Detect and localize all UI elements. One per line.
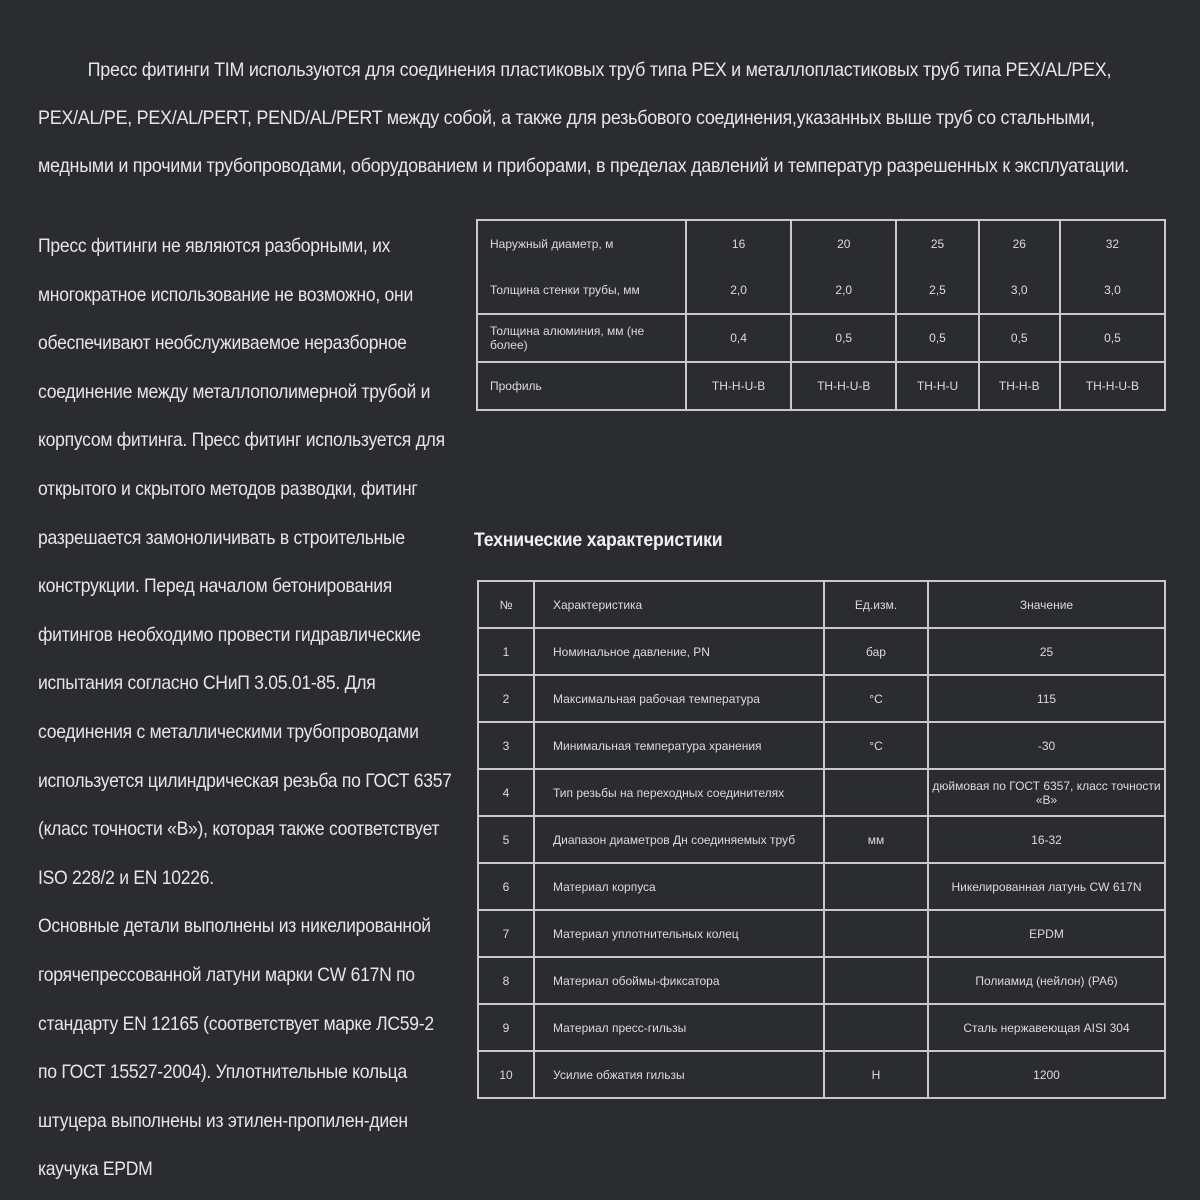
row-unit bbox=[824, 1004, 928, 1051]
cell-value: 0,5 bbox=[979, 314, 1060, 362]
row-value: 16-32 bbox=[928, 816, 1165, 863]
row-num: 1 bbox=[478, 628, 534, 675]
row-name: Тип резьбы на переходных соединителях bbox=[534, 769, 824, 816]
row-unit: °C bbox=[824, 722, 928, 769]
row-value: Полиамид (нейлон) (PA6) bbox=[928, 957, 1165, 1004]
row-unit: бар bbox=[824, 628, 928, 675]
row-name: Номинальное давление, PN bbox=[534, 628, 824, 675]
row-num: 2 bbox=[478, 675, 534, 722]
cell-value: 2,0 bbox=[791, 267, 896, 314]
row-value: -30 bbox=[928, 722, 1165, 769]
row-unit: °C bbox=[824, 675, 928, 722]
row-name: Диапазон диаметров Дн соединяемых труб bbox=[534, 816, 824, 863]
table-row bbox=[478, 628, 1165, 675]
row-label: Наружный диаметр, м bbox=[477, 220, 686, 267]
row-num: 8 bbox=[478, 957, 534, 1004]
table-row bbox=[478, 957, 1165, 1004]
cell-value: TH-H-U-B bbox=[791, 362, 896, 410]
row-name: Усилие обжатия гильзы bbox=[534, 1051, 824, 1098]
row-label: Толщина алюминия, мм (не более) bbox=[477, 314, 686, 362]
cell-value: TH-H-B bbox=[979, 362, 1060, 410]
row-num: 10 bbox=[478, 1051, 534, 1098]
table-row bbox=[478, 675, 1165, 722]
table-row bbox=[478, 863, 1165, 910]
row-name: Материал корпуса bbox=[534, 863, 824, 910]
description-paragraph-2: Основные детали выполнены из никелированной горячепрессованной латуни марки CW 617N по стандарту EN 12165 (соответствует марке ЛС59-2 по ГОСТ 15527-2004). Уплотнительные кольца штуцера выполнены из этилен-пропилен-диен каучука EPDM bbox=[38, 915, 434, 1181]
row-num: 7 bbox=[478, 910, 534, 957]
table-row bbox=[477, 220, 1165, 267]
cell-value: 26 bbox=[979, 220, 1060, 267]
cell-value: 0,5 bbox=[791, 314, 896, 362]
row-unit: мм bbox=[824, 816, 928, 863]
row-unit bbox=[824, 769, 928, 816]
table-row bbox=[478, 910, 1165, 957]
row-unit bbox=[824, 863, 928, 910]
row-num: 5 bbox=[478, 816, 534, 863]
table-row bbox=[478, 816, 1165, 863]
description-paragraph-1: Пресс фитинги не являются разборными, их многократное использование не возможно, они обеспечивают необслуживаемое неразборное соединение между металлополимерной трубой и корпусом фитинга. Пресс фитинг используется для открытого и скрытого методов разводки, фитинг разрешается замоноличивать в строительные конструкции. Перед началом бетонирования фитингов необходимо провести гидравлические испытания согласно СНиП 3.05.01-85. Для соединения с металлическими трубопроводами используется цилиндрическая резьба по ГОСТ 6357 (класс точности «В»), которая также соответствует ISO 228/2 и EN 10226. bbox=[38, 235, 452, 889]
row-value: 115 bbox=[928, 675, 1165, 722]
dimensions-table bbox=[476, 219, 1166, 411]
row-num: 9 bbox=[478, 1004, 534, 1051]
row-label: Толщина стенки трубы, мм bbox=[477, 267, 686, 314]
cell-value: 0,5 bbox=[1060, 314, 1165, 362]
table-row bbox=[477, 267, 1165, 314]
row-value: 25 bbox=[928, 628, 1165, 675]
cell-value: 20 bbox=[791, 220, 896, 267]
cell-value: 3,0 bbox=[1060, 267, 1165, 314]
row-value: дюймовая по ГОСТ 6357, класс точности «В» bbox=[928, 769, 1165, 816]
cell-value: 2,5 bbox=[896, 267, 978, 314]
header-unit: Ед.изм. bbox=[824, 581, 928, 628]
table-row bbox=[477, 314, 1165, 362]
row-name: Материал уплотнительных колец bbox=[534, 910, 824, 957]
row-num: 3 bbox=[478, 722, 534, 769]
row-value: Сталь нержавеющая AISI 304 bbox=[928, 1004, 1165, 1051]
cell-value: 0,4 bbox=[686, 314, 791, 362]
table-row bbox=[477, 362, 1165, 410]
cell-value: TH-H-U-B bbox=[686, 362, 791, 410]
table-row bbox=[478, 1051, 1165, 1098]
table-header-row bbox=[478, 581, 1165, 628]
specs-table bbox=[477, 580, 1166, 1099]
row-num: 6 bbox=[478, 863, 534, 910]
cell-value: 32 bbox=[1060, 220, 1165, 267]
header-num: № bbox=[478, 581, 534, 628]
cell-value: 25 bbox=[896, 220, 978, 267]
row-unit bbox=[824, 910, 928, 957]
table-row bbox=[478, 1004, 1165, 1051]
cell-value: 3,0 bbox=[979, 267, 1060, 314]
row-value: 1200 bbox=[928, 1051, 1165, 1098]
left-column-text bbox=[38, 222, 452, 1194]
cell-value: TH-H-U bbox=[896, 362, 978, 410]
row-name: Минимальная температура хранения bbox=[534, 722, 824, 769]
row-name: Материал пресс-гильзы bbox=[534, 1004, 824, 1051]
row-label: Профиль bbox=[477, 362, 686, 410]
cell-value: 2,0 bbox=[686, 267, 791, 314]
header-name: Характеристика bbox=[534, 581, 824, 628]
row-name: Максимальная рабочая температура bbox=[534, 675, 824, 722]
cell-value: 16 bbox=[686, 220, 791, 267]
table-row bbox=[478, 722, 1165, 769]
row-name: Материал обоймы-фиксатора bbox=[534, 957, 824, 1004]
cell-value: 0,5 bbox=[896, 314, 978, 362]
section-title: Технические характеристики bbox=[474, 530, 723, 551]
cell-value: TH-H-U-B bbox=[1060, 362, 1165, 410]
row-unit bbox=[824, 957, 928, 1004]
row-value: EPDM bbox=[928, 910, 1165, 957]
row-value: Никелированная латунь CW 617N bbox=[928, 863, 1165, 910]
row-unit: Н bbox=[824, 1051, 928, 1098]
table-row bbox=[478, 769, 1165, 816]
intro-paragraph: Пресс фитинги TIM используются для соединения пластиковых труб типа PEX и металлопластиковых труб типа PEX/AL/PEX, PEX/AL/PE, PEX/AL/PERT, PEND/AL/PERT между собой, а также для резьбового соединения,указанных выше труб со стальными, медными и прочими трубопроводами, оборудованием и приборами, в пределах давлений и температур разрешенных к эксплуатации. bbox=[38, 59, 1130, 177]
row-num: 4 bbox=[478, 769, 534, 816]
header-value: Значение bbox=[928, 581, 1165, 628]
